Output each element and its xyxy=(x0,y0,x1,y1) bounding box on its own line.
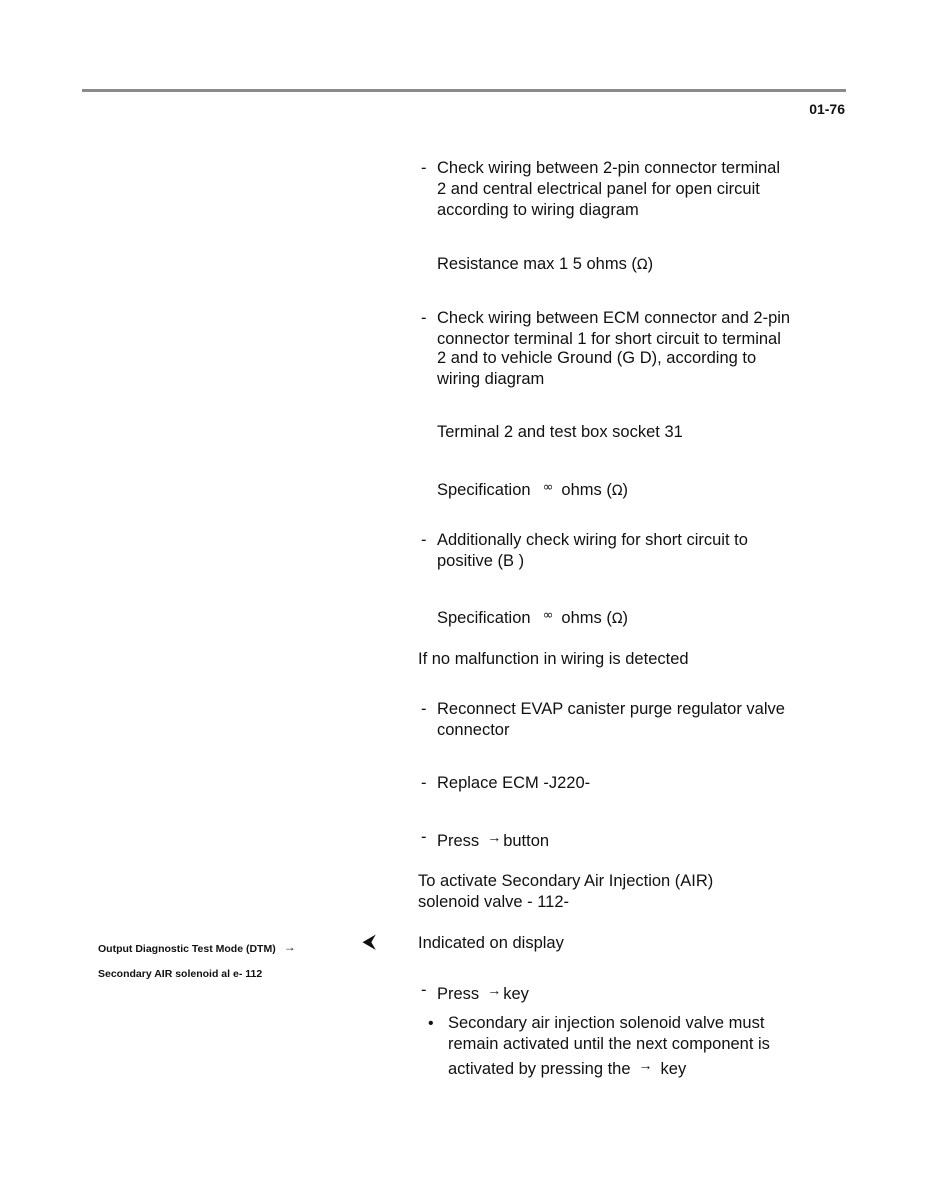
resistance-spec: Resistance max 1 5 ohms (Ω) xyxy=(437,255,654,273)
bullet-line3: activated by pressing the → key xyxy=(448,1057,687,1078)
dash-marker: - xyxy=(421,700,427,718)
step1-line1: Check wiring between 2-pin connector terminal xyxy=(437,159,781,177)
side-label-air: Secondary AIR solenoid al e- 112 xyxy=(98,968,263,980)
page-number: 01-76 xyxy=(809,101,845,117)
dash-marker: - xyxy=(421,981,427,999)
right-arrow-icon: → xyxy=(487,982,502,998)
step2-line3: 2 and to vehicle Ground (G D), according to xyxy=(437,349,757,367)
omega-symbol: Ω xyxy=(611,483,623,499)
step4-line1: Reconnect EVAP canister purge regulator valve xyxy=(437,700,785,718)
right-arrow-icon: → xyxy=(283,940,296,954)
infinity-symbol: ∞ xyxy=(542,608,554,623)
dash-marker: - xyxy=(421,159,427,177)
header-rule xyxy=(82,89,846,92)
right-arrow-icon: → xyxy=(487,829,502,845)
no-malfunction-note: If no malfunction in wiring is detected xyxy=(418,650,689,668)
pointer-marker-icon: ⮜ xyxy=(363,932,376,951)
dash-marker: - xyxy=(421,309,427,327)
bullet-line2: remain activated until the next component is xyxy=(448,1035,770,1053)
spec-line-1: Specification ∞ ohms (Ω) xyxy=(437,480,629,499)
step2-line4: wiring diagram xyxy=(437,370,545,388)
step5-line1: Replace ECM -J220- xyxy=(437,774,591,792)
dash-marker: - xyxy=(421,828,427,846)
omega-symbol: Ω xyxy=(636,257,648,273)
dash-marker: - xyxy=(421,774,427,792)
step1-line2: 2 and central electrical panel for open circuit xyxy=(437,180,760,198)
step2-line1: Check wiring between ECM connector and 2-pin xyxy=(437,309,791,327)
infinity-symbol: ∞ xyxy=(542,480,554,495)
bullet-marker: • xyxy=(428,1015,434,1032)
press-key-step: Press → key xyxy=(437,982,529,1003)
dash-marker: - xyxy=(421,531,427,549)
step2-line2: connector terminal 1 for short circuit to terminal xyxy=(437,330,781,348)
omega-symbol: Ω xyxy=(611,611,623,627)
indicated-on-display: Indicated on display xyxy=(418,934,564,952)
bullet-line1: Secondary air injection solenoid valve must xyxy=(448,1014,765,1032)
activate-line1: To activate Secondary Air Injection (AIR) xyxy=(418,872,714,890)
step4-line2: connector xyxy=(437,721,510,739)
terminal-note: Terminal 2 and test box socket 31 xyxy=(437,423,683,441)
side-label-dtm: Output Diagnostic Test Mode (DTM) → xyxy=(98,940,296,955)
step1-line3: according to wiring diagram xyxy=(437,201,639,219)
spec-line-2: Specification ∞ ohms (Ω) xyxy=(437,608,629,627)
step3-line1: Additionally check wiring for short circuit to xyxy=(437,531,748,549)
activate-line2: solenoid valve - 112- xyxy=(418,893,570,911)
right-arrow-icon: → xyxy=(638,1057,653,1073)
step3-line2: positive (B ) xyxy=(437,552,525,570)
press-button-step: Press → button xyxy=(437,829,550,850)
